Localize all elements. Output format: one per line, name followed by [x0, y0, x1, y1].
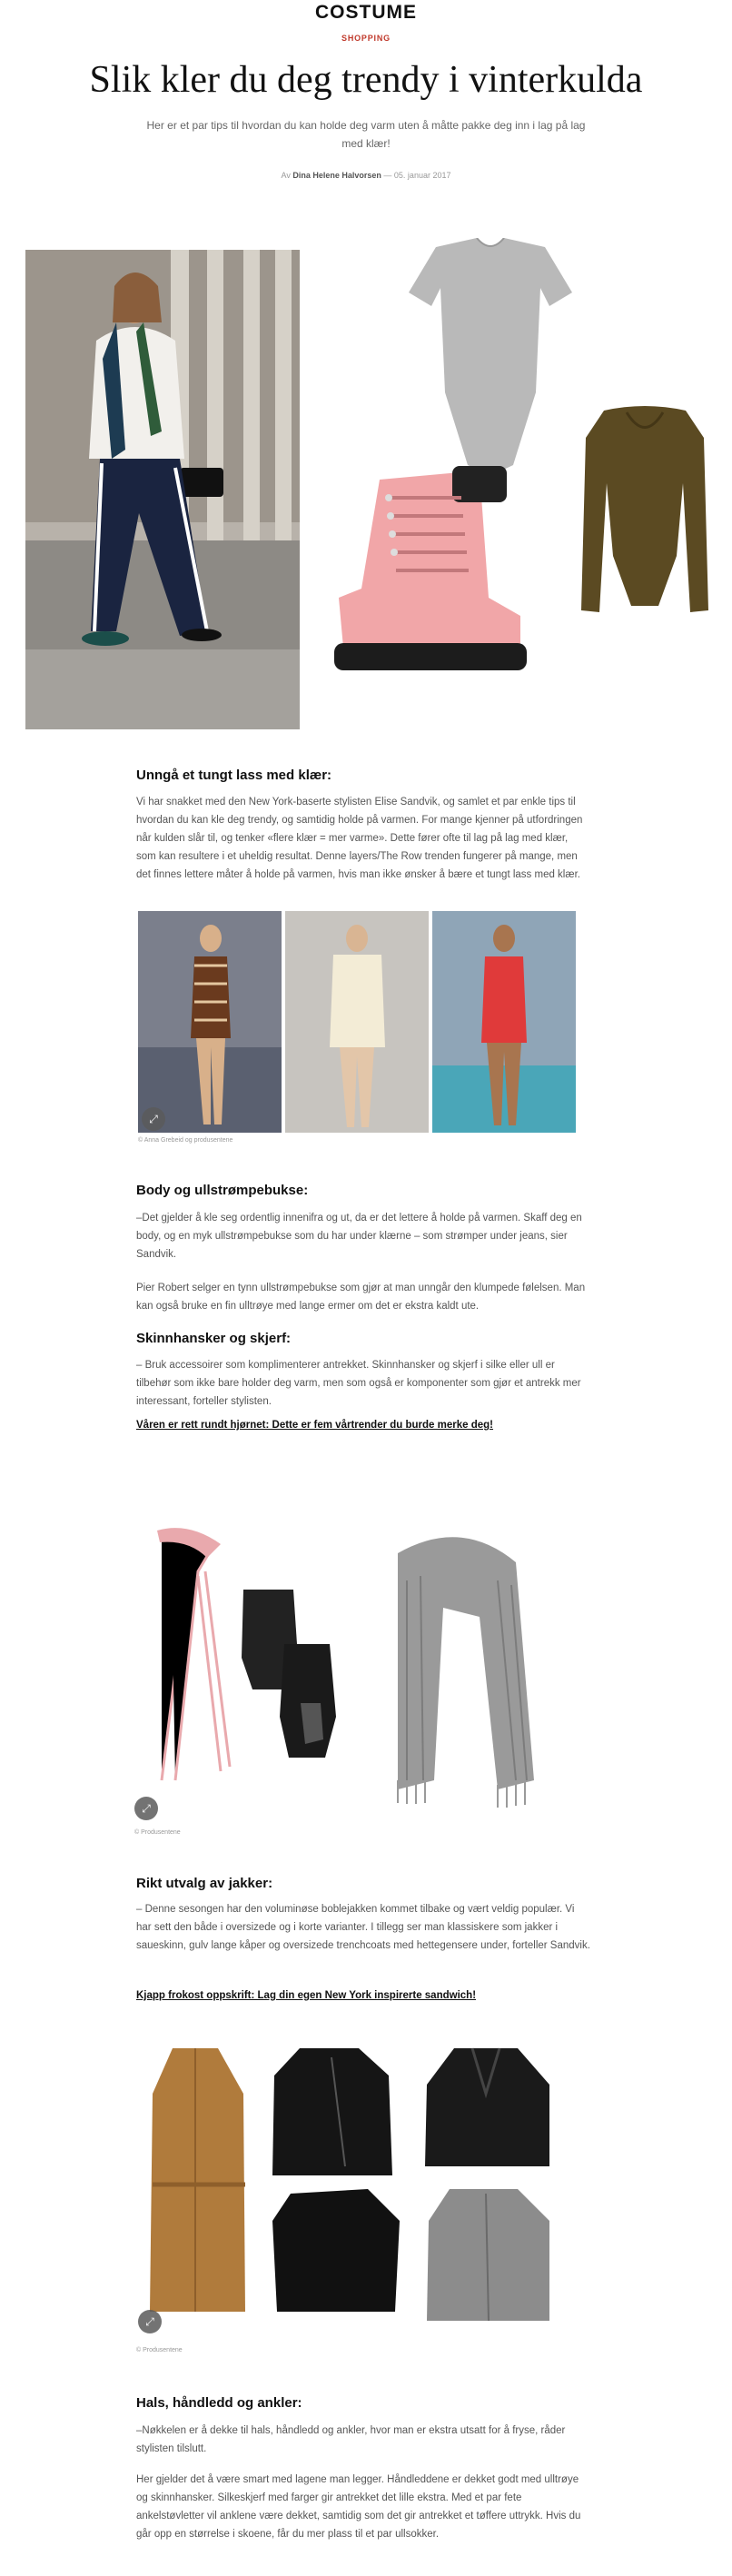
- product-pink-boots: [325, 461, 527, 678]
- accessories-product-image: [134, 1508, 589, 1826]
- section-heading-tights: Body og ullstrømpebukse:: [136, 1183, 309, 1198]
- hero-street-style-photo: [25, 250, 300, 729]
- runway-photo-collage: [138, 911, 576, 1133]
- section-paragraph: –Det gjelder å kle seg ordentlig innenifra og ut, da er det lettere å holde på varmen. Skaff deg en body, og en myk ullstrømpebukse som du har under klærne – som strømper under jeans, sier Sandvik.: [136, 1213, 582, 1260]
- related-article-link[interactable]: Våren er rett rundt hjørnet: Dette er fem vårtrender du burde merke deg!: [136, 1420, 494, 1431]
- section-paragraph: Vi har snakket med den New York-baserte stylisten Elise Sandvik, og samlet et par enkle tips til hvordan du kan kle deg trendy, og samtidig holde på varmen. For mange kjenner på utfordringen når kulden slår til, og tenker «flere klær = mer varme». Dette fører ofte til lag på lag med klær, som kan resultere i et uheldig resultat. Denne layers/The Row trenden fungerer på mange, men det finnes lettere måter å holde på varmen, hvis man ikke ønsker å bære et tungt lass med klær.: [136, 797, 583, 880]
- page-title: Slik kler du deg trendy i vinterkulda: [89, 59, 643, 101]
- article-lede: Her er et par tips til hvordan du kan holde deg varm uten å måtte pakke deg inn i lag på lag med klær!: [146, 119, 586, 150]
- expand-icon[interactable]: ⤢: [142, 1107, 165, 1131]
- photo-credit: © Produsentene: [136, 2347, 183, 2353]
- product-olive-bodysuit: [581, 401, 708, 618]
- category-label[interactable]: SHOPPING: [341, 34, 391, 43]
- publish-date: — 05. januar 2017: [383, 171, 451, 180]
- expand-icon[interactable]: ⤢: [134, 1797, 158, 1820]
- product-grey-bodysuit: [400, 238, 581, 481]
- section-heading-accessories: Skinnhansker og skjerf:: [136, 1331, 292, 1346]
- section-heading-layers: Unngå et tungt lass med klær:: [136, 768, 332, 783]
- byline-prefix: Av: [281, 171, 291, 180]
- jackets-product-image: [136, 2039, 590, 2339]
- site-logo[interactable]: COSTUME: [315, 2, 417, 23]
- related-article-link[interactable]: Kjapp frokost oppskrift: Lag din egen New York inspirerte sandwich!: [136, 1990, 477, 2001]
- section-paragraph: – Bruk accessoirer som komplimenterer antrekket. Skinnhansker og skjerf i silke eller ull er tilbehør som ikke bare holder deg varm, men som også er komponenter som gjør et antrekk mer interessant, forteller stylisten.: [136, 1360, 581, 1407]
- byline: [0, 171, 732, 180]
- expand-icon[interactable]: ⤢: [138, 2310, 162, 2333]
- author-name[interactable]: Dina Helene Halvorsen: [292, 171, 381, 180]
- section-heading-extremities: Hals, håndledd og ankler:: [136, 2395, 302, 2411]
- section-paragraph: –Nøkkelen er å dekke til hals, håndledd og ankler, hvor man er ekstra utsatt for å fryse, råder stylisten tilslutt.: [136, 2425, 566, 2454]
- section-heading-jackets: Rikt utvalg av jakker:: [136, 1876, 273, 1891]
- section-paragraph: Her gjelder det å være smart med lagene man legger. Håndleddene er dekket godt med ulltrøye og skinnhansker. Silkeskjerf med farger gir antrekket det lille ekstra. Med et par fete ankelstøvletter vil anklene være dekket, samtidig som det gir antrekket et tøffere uttrykk. Hvis du går opp en størrelse i skoene, får du mer plass til et par ullsokker.: [136, 2474, 581, 2540]
- section-paragraph: – Denne sesongen har den voluminøse boblejakken kommet tilbake og vært veldig populær. Vi har sett den både i oversizede og i korte varianter. I tillegg ser man klassiskere som jakker i saueskinn, gulv lange kåper og oversizede trenchcoats med hettegensere under, forteller Sandvik.: [136, 1904, 590, 1951]
- section-paragraph: Pier Robert selger en tynn ullstrømpebukse som gjør at man unngår den klumpede følelsen. Man kan også bruke en fin ulltrøye med lange ermer om det er ekstra kaldt ute.: [136, 1283, 586, 1312]
- photo-credit: © Anna Grebeid og produsentene: [138, 1137, 233, 1144]
- photo-credit: © Produsentene: [134, 1829, 181, 1836]
